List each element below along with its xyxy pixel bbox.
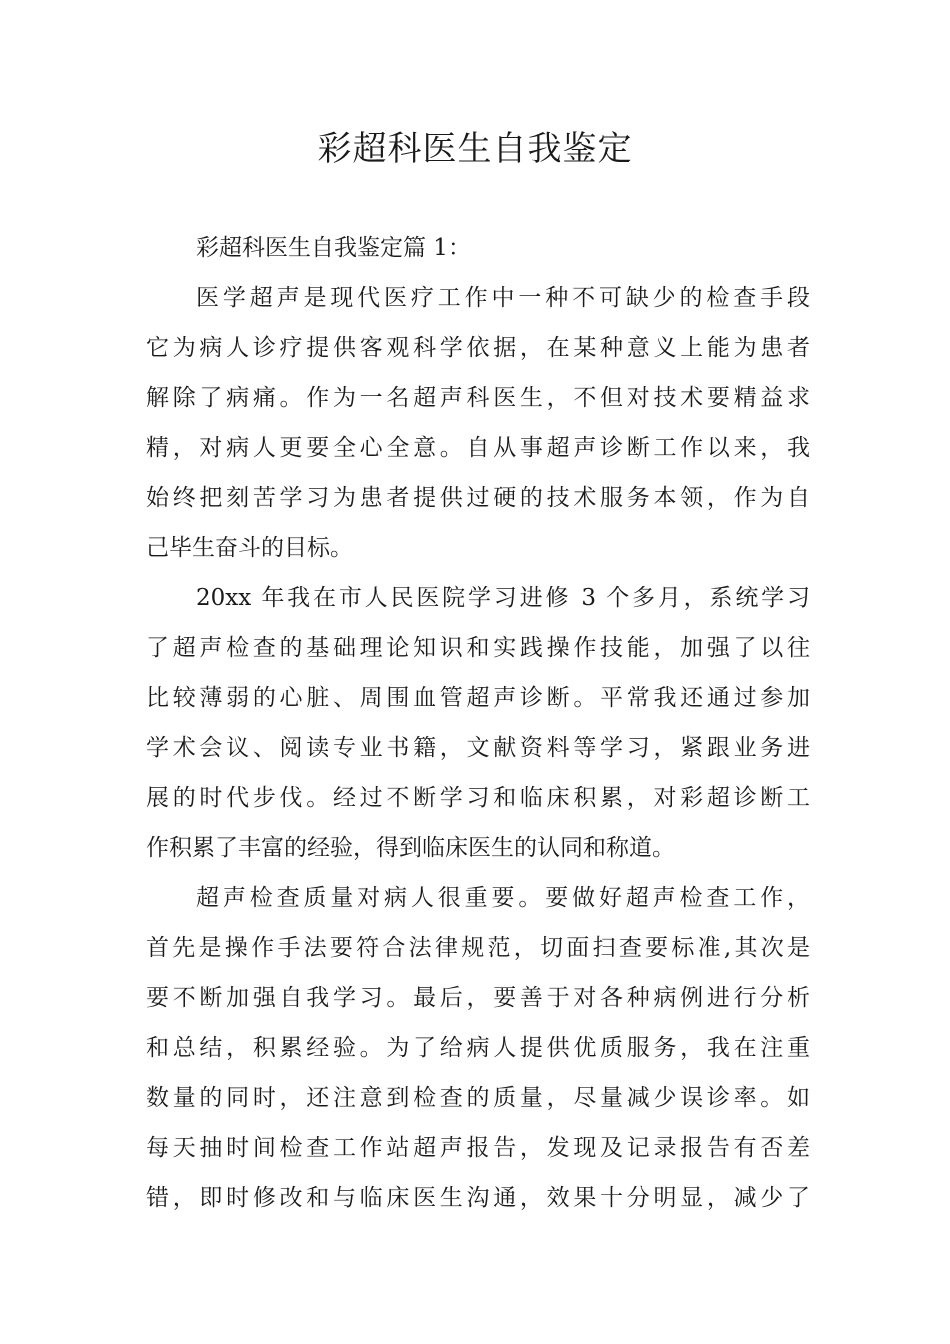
paragraph-line: 错，即时修改和与临床医生沟通，效果十分明显，减少了 (146, 1185, 810, 1211)
paragraph-line: 精，对病人更要全心全意。自从事超声诊断工作以来，我 (146, 435, 810, 461)
paragraph-line: 数量的同时，还注意到检查的质量，尽量减少误诊率。如 (146, 1085, 810, 1111)
paragraph-line: 解除了病痛。作为一名超声科医生，不但对技术要精益求 (146, 385, 810, 411)
document-body (146, 223, 810, 1223)
paragraph-line: 和总结，积累经验。为了给病人提供优质服务，我在注重 (146, 1035, 810, 1061)
paragraph-3 (146, 873, 810, 1223)
paragraph-line: 首先是操作手法要符合法律规范，切面扫查要标准,其次是 (146, 935, 810, 961)
paragraph-line: 了超声检查的基础理论知识和实践操作技能，加强了以往 (146, 635, 810, 661)
paragraph-line: 始终把刻苦学习为患者提供过硬的技术服务本领，作为自 (146, 485, 810, 511)
paragraph-2 (146, 573, 810, 873)
paragraph-line: 己毕生奋斗的目标。 (146, 535, 353, 561)
paragraph-line: 每天抽时间检查工作站超声报告，发现及记录报告有否差 (146, 1135, 810, 1161)
paragraph-line: 医学超声是现代医疗工作中一种不可缺少的检查手段 (196, 285, 810, 311)
paragraph-line: 20xx 年我在市人民医院学习进修 3 个多月，系统学习 (196, 585, 810, 611)
paragraph-line: 它为病人诊疗提供客观科学依据，在某种意义上能为患者 (146, 335, 810, 361)
section-heading: 彩超科医生自我鉴定篇 1： (196, 235, 471, 261)
paragraph-line: 要不断加强自我学习。最后，要善于对各种病例进行分析 (146, 985, 810, 1011)
paragraph-line: 比较薄弱的心脏、周围血管超声诊断。平常我还通过参加 (146, 685, 810, 711)
paragraph-line: 学术会议、阅读专业书籍，文献资料等学习，紧跟业务进 (146, 735, 810, 761)
paragraph-1 (146, 273, 810, 573)
paragraph-line: 超声检查质量对病人很重要。要做好超声检查工作， (196, 885, 810, 911)
document-title: 彩超科医生自我鉴定 (317, 129, 633, 169)
paragraph-line: 作积累了丰富的经验，得到临床医生的认同和称道。 (146, 835, 675, 861)
paragraph-line: 展的时代步伐。经过不断学习和临床积累，对彩超诊断工 (146, 785, 810, 811)
